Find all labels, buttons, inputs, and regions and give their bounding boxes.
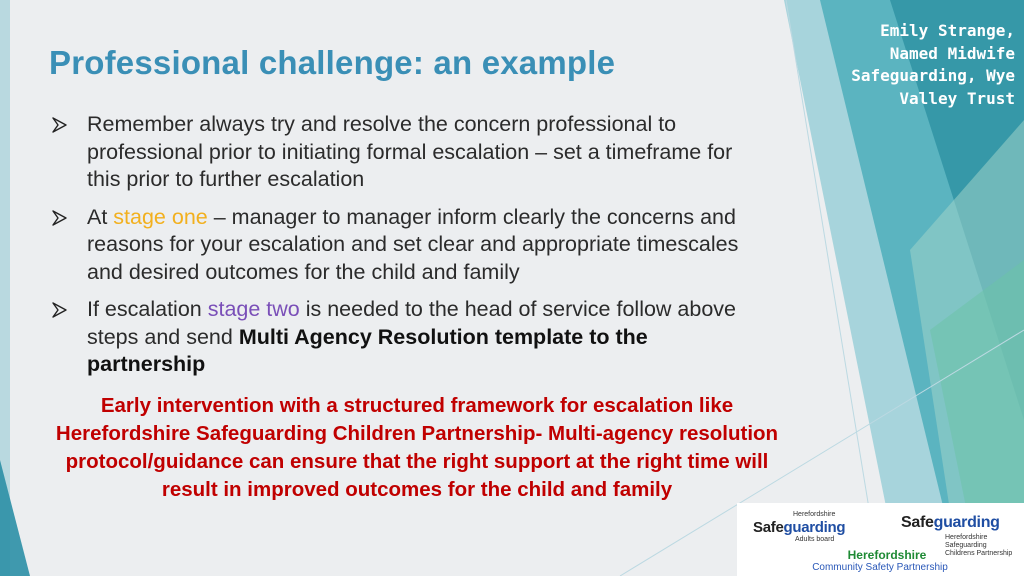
bullet-text-bold: Multi Agency Resolution template to the partnership [87, 324, 648, 376]
author-line: Emily Strange, [880, 21, 1015, 40]
bullet-text-mid: is needed to the head of service follow above steps and send [87, 297, 737, 349]
bullet-text: Remember always try and resolve the concern professional to professional prior to initiating formal escalation – set a timeframe for this prior to further escalation [87, 112, 733, 191]
author-line: Safeguarding, Wye [851, 66, 1015, 85]
author-line: Named Midwife [889, 43, 1015, 63]
children-logo-sub1: Herefordshire Safeguarding [945, 534, 988, 549]
author-block [815, 20, 1015, 110]
bullet-list [50, 111, 770, 389]
bullet-text-pre: If escalation [87, 297, 208, 321]
community-logo-sub: Community Safety Partnership [812, 562, 948, 573]
adults-board-logo [753, 511, 845, 544]
bullet-item [50, 204, 770, 287]
adults-logo-name-u: guarding [783, 519, 846, 536]
partner-logos [737, 503, 1024, 576]
arrow-bullet-icon [51, 209, 69, 227]
arrow-bullet-icon [51, 301, 69, 319]
adults-logo-county: Herefordshire [793, 511, 836, 518]
callout-text: Early intervention with a structured framework for escalation like Herefordshire Safeguarding Children Partnership- Multi-agency resolution protocol/guidance can ensure that the right support at the right time will result in improved outcomes for the child and family [55, 394, 779, 501]
children-logo-name: Safe [901, 514, 934, 531]
community-safety-logo [812, 548, 957, 573]
arrow-bullet-icon [51, 116, 69, 134]
bullet-text-post: – manager to manager inform clearly the concerns and reasons for your escalation and set clear and appropriate timescales and desired outcomes for the child and family [87, 204, 739, 284]
page-title: Professional challenge: an example [49, 44, 616, 81]
bullet-text-pre: At [87, 204, 114, 229]
adults-logo-sub: Adults board [795, 536, 835, 543]
bullet-item [50, 296, 770, 379]
adults-logo-name: Safe [753, 519, 784, 536]
children-logo-name-u: guarding [933, 514, 1000, 531]
author-line: Valley Trust [899, 88, 1015, 108]
stage-two-highlight: stage two [207, 297, 300, 321]
stage-one-highlight: stage one [113, 204, 208, 229]
bullet-item [50, 111, 770, 194]
community-logo-name: Herefordshire [847, 548, 927, 562]
children-logo-sub2: Childrens Partnership [945, 550, 1013, 557]
